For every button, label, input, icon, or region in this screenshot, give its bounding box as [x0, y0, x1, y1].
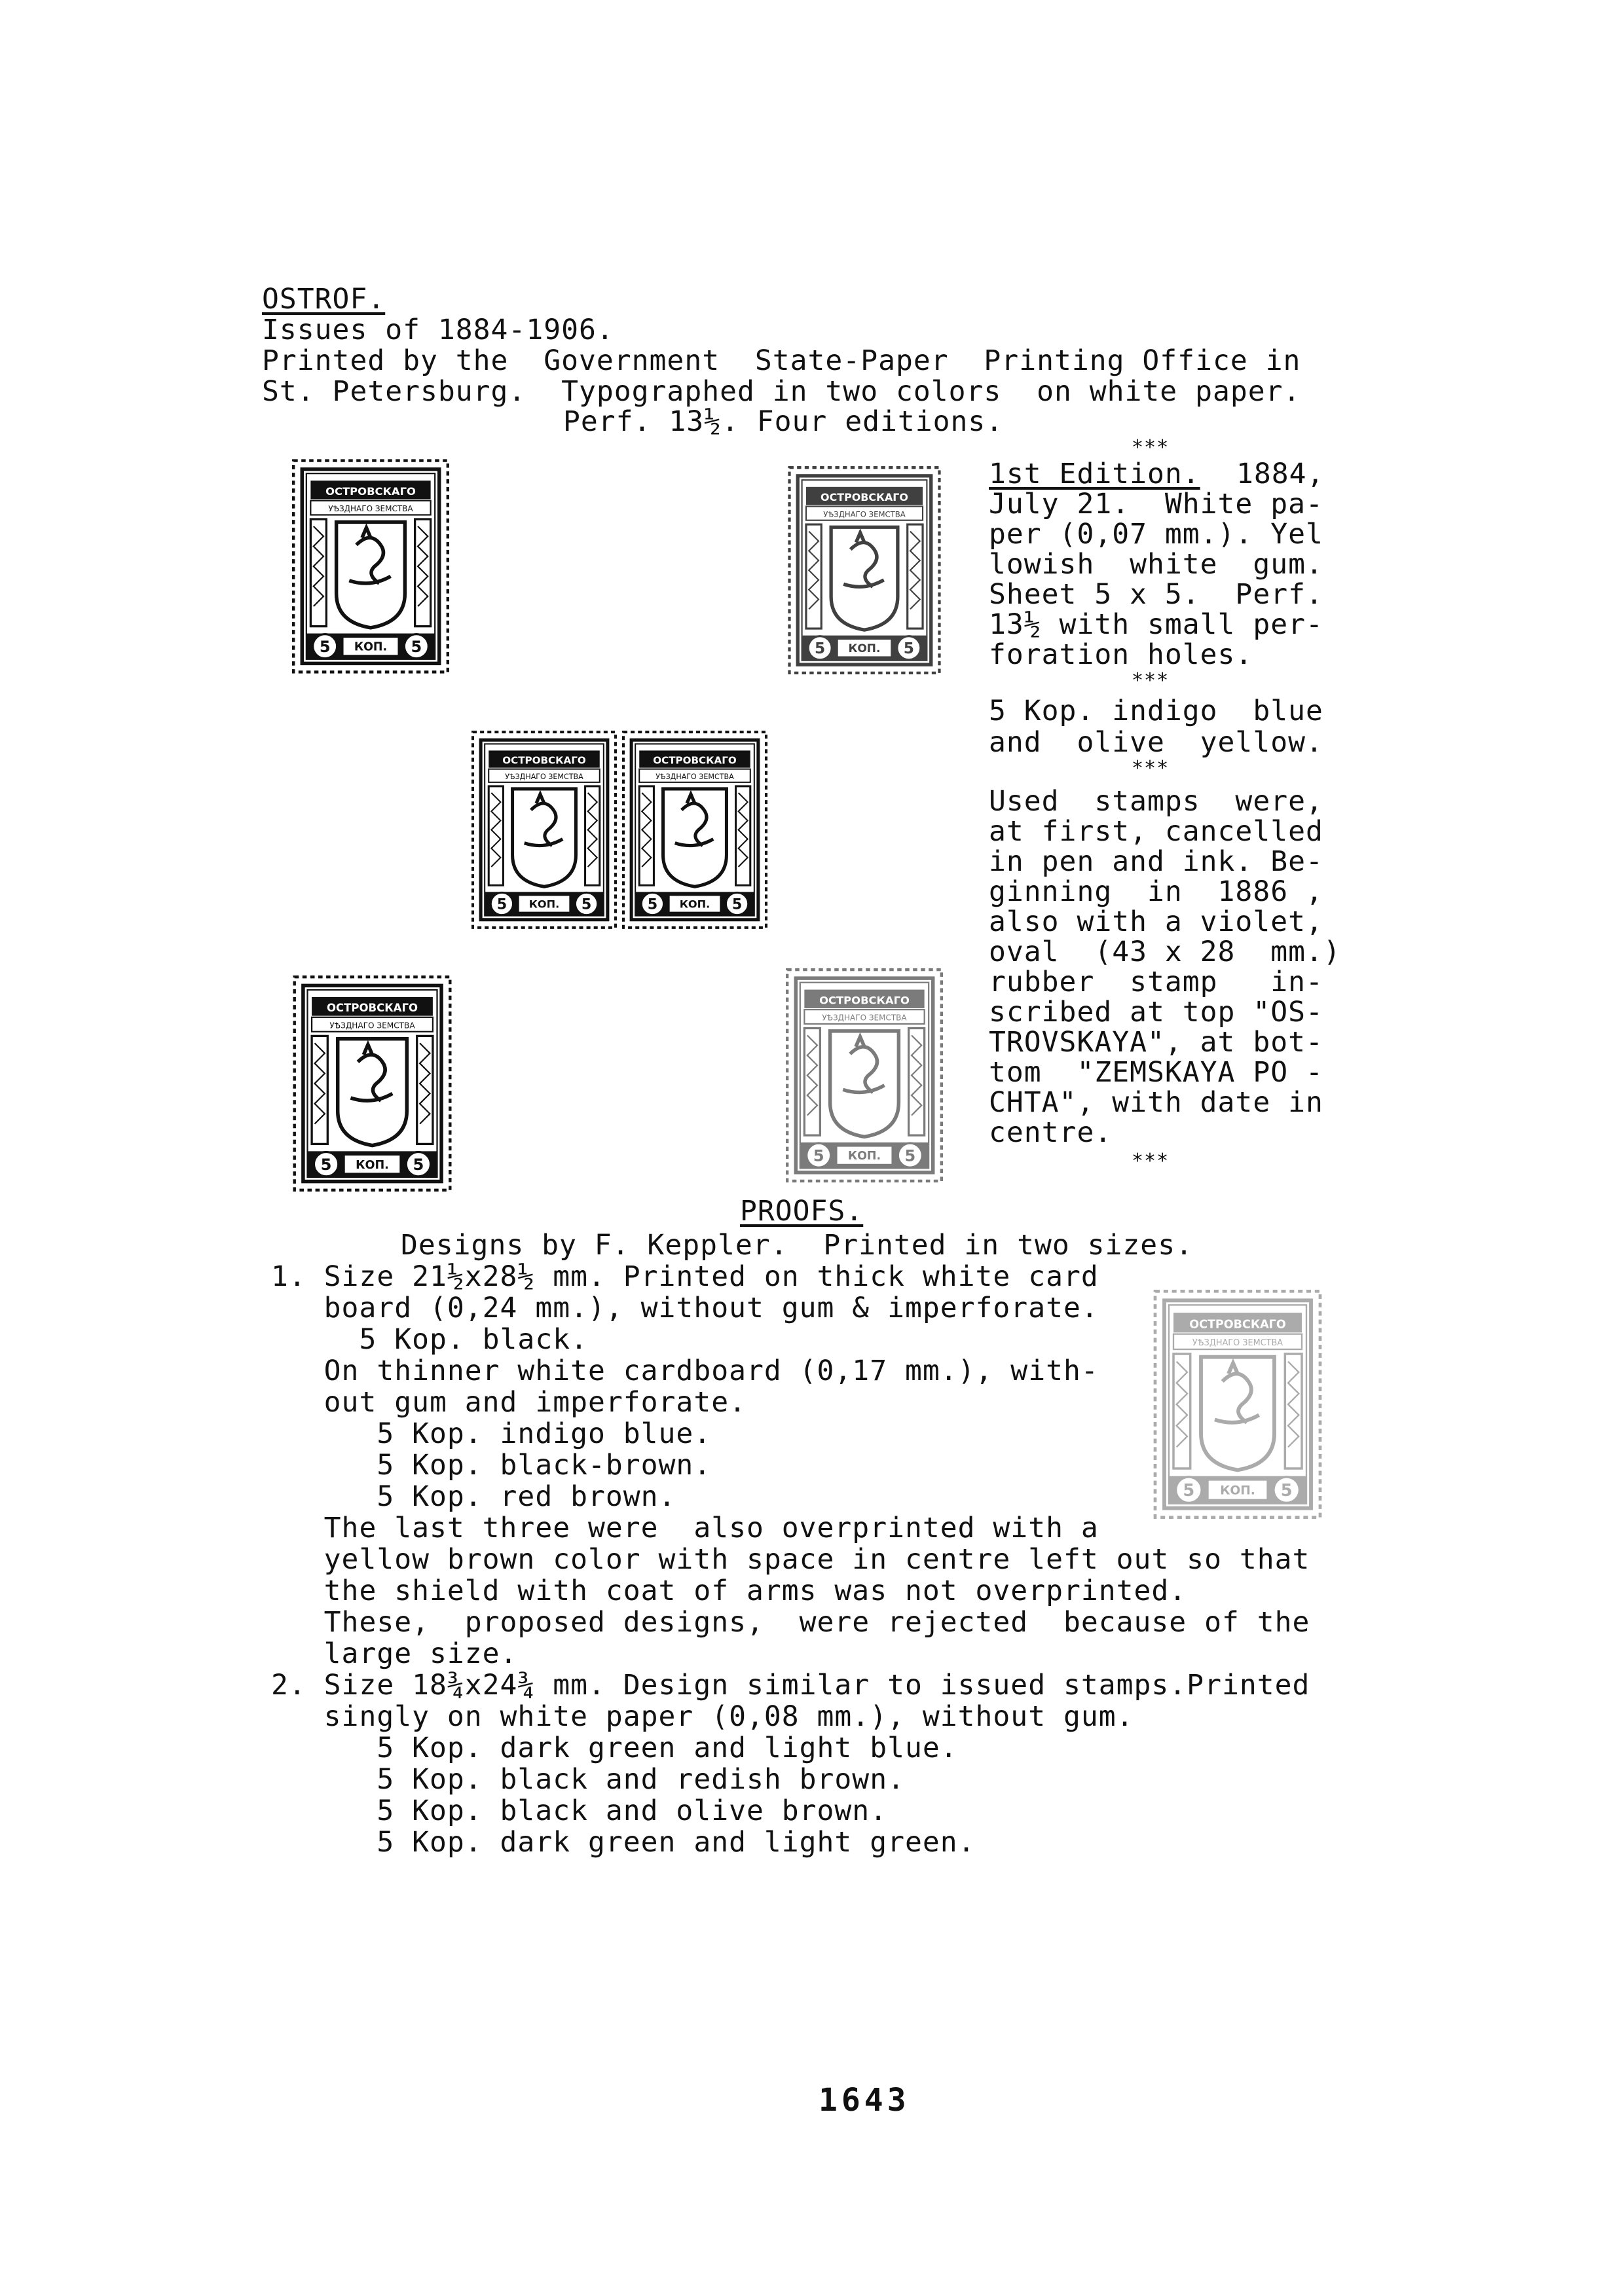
proof-line: On thinner white cardboard (0,17 mm.), with-: [271, 1355, 1099, 1387]
svg-text:ОСТРОВСКАГО: ОСТРОВСКАГО: [653, 754, 737, 767]
svg-text:ОСТРОВСКАГО: ОСТРОВСКАГО: [821, 491, 908, 503]
proof-line: Designs by F. Keppler. Printed in two sizes.: [401, 1229, 1193, 1262]
proof-line: 5 Kop. black and redish brown.: [271, 1763, 905, 1796]
color-line: 5 Kop. indigo blue: [989, 695, 1323, 727]
stars-divider: ***: [1132, 1150, 1170, 1173]
svg-text:КОП.: КОП.: [528, 898, 560, 911]
stamp-image: [292, 458, 449, 674]
used-line: Used stamps were,: [989, 785, 1323, 818]
svg-text:КОП.: КОП.: [354, 640, 388, 654]
svg-text:5: 5: [647, 896, 658, 913]
color-line: and olive yellow.: [989, 726, 1323, 759]
svg-text:ОСТРОВСКАГО: ОСТРОВСКАГО: [327, 1002, 418, 1014]
intro-line-1: Printed by the Government State-Paper Printing Office in: [262, 344, 1301, 377]
used-line: at first, cancelled: [989, 815, 1323, 848]
edition-line: foration holes.: [989, 638, 1253, 671]
stamp-image: [786, 466, 943, 674]
proof-line: yellow brown color with space in centre left out so that: [271, 1543, 1310, 1576]
svg-text:ОСТРОВСКАГО: ОСТРОВСКАГО: [819, 994, 910, 1007]
edition-line: Sheet 5 x 5. Perf.: [989, 578, 1323, 611]
edition-heading: 1st Edition.: [989, 458, 1200, 490]
proof-line: the shield with coat of arms was not overprinted.: [271, 1575, 1187, 1607]
svg-text:5: 5: [496, 896, 507, 913]
svg-text:ОСТРОВСКАГО: ОСТРОВСКАГО: [502, 754, 586, 767]
svg-text:ОСТРОВСКАГО: ОСТРОВСКАГО: [325, 484, 416, 498]
svg-text:5: 5: [731, 896, 743, 913]
used-line: TROVSKAYA", at bot-: [989, 1026, 1323, 1059]
svg-text:5: 5: [319, 637, 331, 656]
svg-text:КОП.: КОП.: [848, 642, 881, 655]
proof-line: 1. Size 21½x28½ mm. Printed on thick white card: [271, 1260, 1099, 1293]
svg-text:УѢЗДНАГО ЗЕМСТВА: УѢЗДНАГО ЗЕМСТВА: [655, 772, 734, 781]
stamp-image: [622, 730, 767, 930]
proof-line: large size.: [271, 1637, 518, 1670]
used-line: rubber stamp in-: [989, 966, 1323, 998]
svg-text:5: 5: [1183, 1481, 1195, 1501]
svg-text:УѢЗДНАГО ЗЕМСТВА: УѢЗДНАГО ЗЕМСТВА: [822, 1013, 907, 1023]
svg-text:ОСТРОВСКАГО: ОСТРОВСКАГО: [1189, 1318, 1286, 1332]
svg-text:5: 5: [813, 1146, 824, 1165]
used-line: tom "ZEMSKAYA PO -: [989, 1056, 1323, 1089]
svg-text:УѢЗДНАГО ЗЕМСТВА: УѢЗДНАГО ЗЕМСТВА: [1192, 1338, 1283, 1349]
proof-line: 5 Kop. dark green and light green.: [271, 1826, 976, 1859]
stars-divider: ***: [1132, 436, 1170, 459]
svg-text:КОП.: КОП.: [679, 898, 710, 911]
proof-line: 5 Kop. black-brown.: [271, 1449, 712, 1482]
svg-text:КОП.: КОП.: [847, 1150, 881, 1163]
proof-line: 5 Kop. black and olive brown.: [271, 1795, 888, 1827]
issues-line: Issues of 1884-1906.: [262, 314, 614, 346]
proof-stamp-image: [1133, 1290, 1342, 1519]
svg-text:5: 5: [1280, 1481, 1293, 1501]
intro-line-2: St. Petersburg. Typographed in two colors on white paper.: [262, 375, 1301, 408]
svg-text:КОП.: КОП.: [1220, 1484, 1255, 1498]
svg-text:5: 5: [815, 640, 826, 658]
svg-text:5: 5: [581, 896, 592, 913]
used-line: CHTA", with date in: [989, 1086, 1323, 1119]
edition-line: July 21. White pa-: [989, 488, 1323, 520]
svg-text:5: 5: [413, 1156, 424, 1174]
proof-line: out gum and imperforate.: [271, 1386, 747, 1419]
svg-text:УѢЗДНАГО ЗЕМСТВА: УѢЗДНАГО ЗЕМСТВА: [823, 509, 906, 519]
used-line: oval (43 x 28 mm.): [989, 936, 1341, 968]
svg-text:КОП.: КОП.: [356, 1158, 389, 1172]
svg-text:УѢЗДНАГО ЗЕМСТВА: УѢЗДНАГО ЗЕМСТВА: [328, 504, 413, 513]
edition-line: per (0,07 mm.). Yel: [989, 518, 1323, 551]
proof-line: board (0,24 mm.), without gum & imperforate.: [271, 1292, 1099, 1324]
stars-divider: ***: [1132, 669, 1170, 692]
svg-text:5: 5: [411, 637, 422, 656]
edition-line: 1884,: [1236, 458, 1325, 490]
stars-divider: ***: [1132, 757, 1170, 780]
svg-text:5: 5: [903, 640, 914, 658]
used-line: in pen and ink. Be-: [989, 845, 1323, 878]
intro-line-3: Perf. 13½. Four editions.: [563, 405, 1004, 438]
proof-line: 5 Kop. indigo blue.: [271, 1417, 712, 1450]
proof-line: These, proposed designs, were rejected because of the: [271, 1606, 1310, 1639]
proof-line: 5 Kop. dark green and light blue.: [271, 1732, 958, 1764]
used-line: centre.: [989, 1116, 1113, 1149]
edition-line: lowish white gum.: [989, 548, 1323, 581]
used-line: ginning in 1886 ,: [989, 875, 1323, 908]
proof-line: 5 Kop. red brown.: [271, 1480, 676, 1513]
stamp-image: [786, 966, 943, 1185]
proof-line: 2. Size 18¾x24¾ mm. Design similar to issued stamps.Printed: [271, 1669, 1310, 1702]
proof-line: 5 Kop. black.: [271, 1323, 588, 1356]
proof-line: The last three were also overprinted with a: [271, 1512, 1099, 1544]
svg-text:5: 5: [320, 1156, 332, 1174]
proofs-heading: PROOFS.: [740, 1195, 864, 1228]
used-line: also with a violet,: [989, 905, 1323, 938]
proof-line: singly on white paper (0,08 mm.), without gum.: [271, 1700, 1134, 1733]
svg-text:5: 5: [904, 1146, 916, 1165]
page-number: 1643: [819, 2082, 910, 2119]
svg-text:УѢЗДНАГО ЗЕМСТВА: УѢЗДНАГО ЗЕМСТВА: [329, 1021, 415, 1030]
stamp-image: [292, 975, 452, 1192]
stamp-image: [471, 730, 617, 930]
page-title: OSTROF.: [262, 283, 386, 316]
edition-line: 13½ with small per-: [989, 608, 1323, 641]
used-line: scribed at top "OS-: [989, 996, 1323, 1029]
svg-text:УѢЗДНАГО ЗЕМСТВА: УѢЗДНАГО ЗЕМСТВА: [505, 772, 583, 781]
